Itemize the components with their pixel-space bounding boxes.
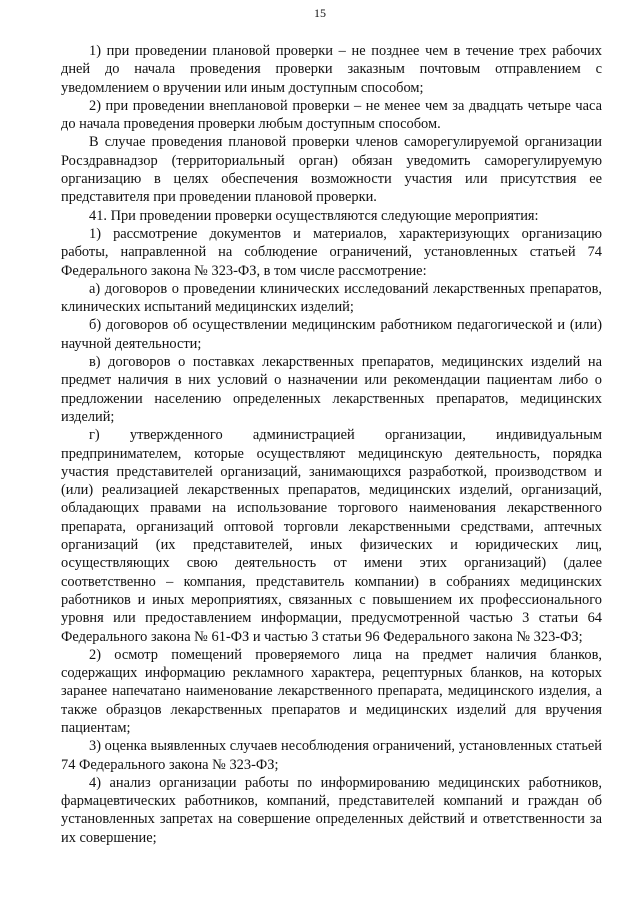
page-number: 15 bbox=[314, 6, 326, 20]
paragraph-8: в) договоров о поставках лекарственных препаратов, медицинских изделий на предмет наличия в них условий о назначении или рекомендации пациентам либо о предложении населению определенных лекарственных препаратов, медицинских изделий; bbox=[61, 354, 602, 425]
paragraph-3: В случае проведения плановой проверки членов саморегулируемой организации Росздравнадзор (территориальный орган) обязан уведомить саморегулируемую организацию в целях обеспечения возможности участия или присутствия ее представителя при проведении плановой проверки. bbox=[61, 134, 602, 206]
paragraph-6: а) договоров о проведении клинических исследований лекарственных препаратов, клинических испытаний медицинских изделий; bbox=[61, 280, 602, 316]
paragraph-12: 4) анализ организации работы по информированию медицинских работников, фармацевтических работников, компаний, представителей компаний и граждан об установленных запретах на совершение определенных действий и ответственности за их совершение; bbox=[61, 774, 602, 846]
paragraph-11: 3) оценка выявленных случаев несоблюдения ограничений, установленных статьей 74 Федерального закона № 323-ФЗ; bbox=[61, 738, 602, 773]
paragraph-1: 1) при проведении плановой проверки – не позднее чем в течение трех рабочих дней до начала проведения проверки заказным почтовым отправлением с уведомлением о вручении или иным доступным способом; bbox=[61, 43, 602, 96]
paragraph-2: 2) при проведении внеплановой проверки – не менее чем за двадцать четыре часа до начала проведения проверки любым доступным способом. bbox=[61, 97, 602, 133]
paragraph-7: б) договоров об осуществлении медицинским работником педагогической и (или) научной деятельности; bbox=[61, 317, 602, 352]
document-body bbox=[61, 42, 602, 847]
paragraph-4: 41. При проведении проверки осуществляются следующие мероприятия: bbox=[89, 207, 539, 224]
paragraph-5: 1) рассмотрение документов и материалов, характеризующих организацию работы, направленной на соблюдение ограничений, установленных статьей 74 Федерального закона № 323-ФЗ, в том числе рассмотрение: bbox=[61, 225, 602, 279]
paragraph-10: 2) осмотр помещений проверяемого лица на предмет наличия бланков, содержащих информацию рекламного характера, рецептурных бланков, на которых заранее напечатано наименование лекарственного препарата, медицинского изделия, а также образцов лекарственных препаратов и медицинских изделий для вручения пациентам; bbox=[61, 646, 602, 736]
paragraph-9: г) утвержденного администрацией организации, индивидуальным предпринимателем, которые осуществляют медицинскую деятельность, порядка участия представителей организаций, занимающихся разработкой, производством и (или) реализацией лекарственных препаратов, медицинских изделий, организаций, обладающих правами на использование торгового наименования лекарственного препарата, организаций оптовой торговли лекарственными средствами, аптечных организаций (их представителей, иных физических и юридических лиц, осуществляющих свою деятельность от имени этих организаций) (далее соответственно – компания, представитель компании) в собраниях медицинских работников и иных мероприятиях, связанных с повышением их профессионального уровня или предоставлением информации, предусмотренной частью 3 статьи 64 Федерального закона № 61-ФЗ и частью 3 статьи 96 Федерального закона № 323-ФЗ; bbox=[61, 427, 602, 645]
